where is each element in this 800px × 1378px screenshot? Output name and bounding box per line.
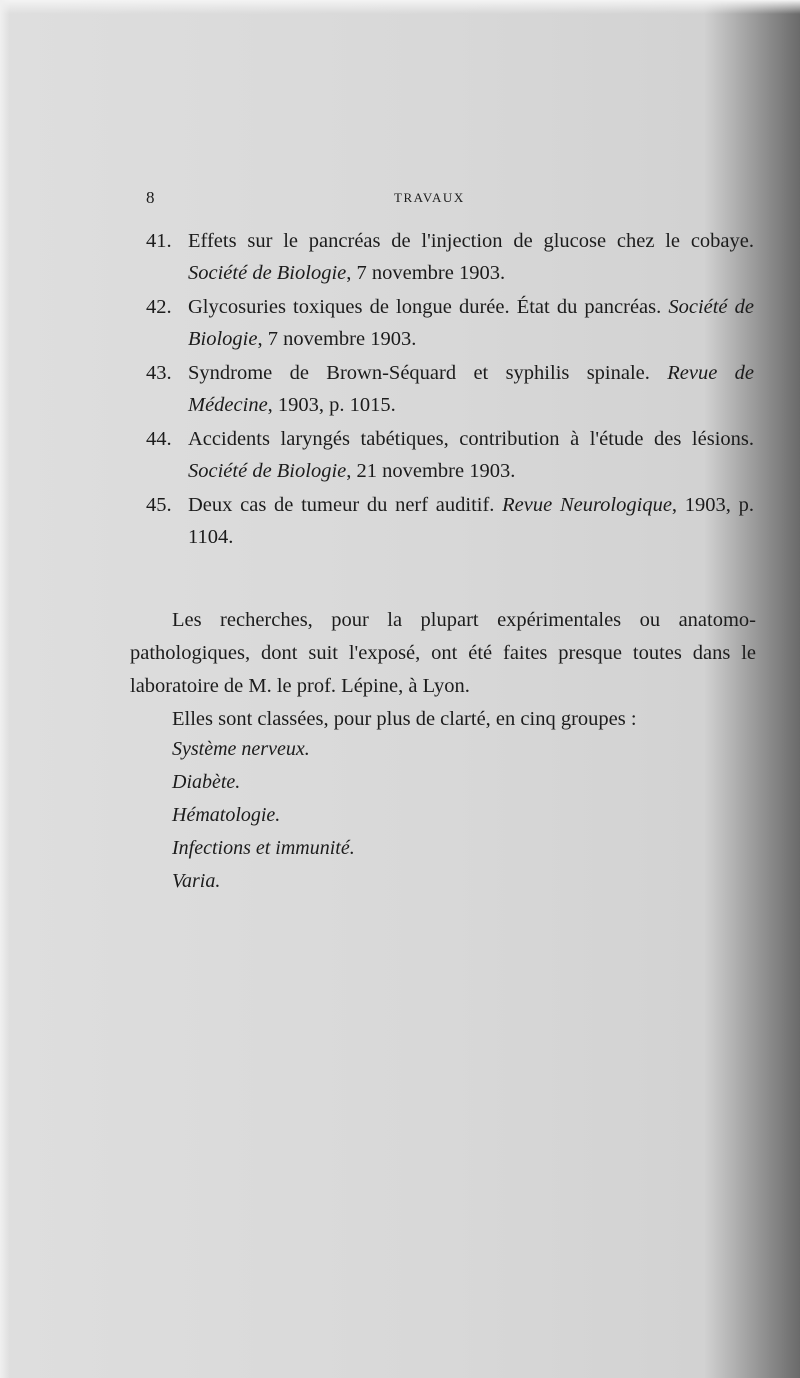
entry-title: Effets sur le pancréas de l'injection de glucose chez le cobaye. [188, 230, 754, 252]
entry-number: 45. [146, 494, 172, 516]
page-number: 8 [146, 188, 155, 207]
publication-entry [146, 424, 754, 487]
entry-title: Accidents laryngés tabétiques, contribution à l'étude des lésions. [188, 428, 754, 450]
entry-journal: Revue Neurologique [502, 494, 672, 516]
entry-text [188, 490, 754, 553]
entry-journal: Société de Biologie [188, 261, 347, 284]
entry-number: 43. [146, 362, 172, 384]
entry-journal: Société de Biologie [188, 459, 347, 482]
intro-paragraph: Les recherches, pour la plupart expérimentales ou anatomo-pathologiques, dont suit l'exposé, ont été faites presque toutes dans le laboratoire de M. le prof. Lépine, à Lyon. [130, 609, 756, 697]
entry-number: 42. [146, 296, 172, 318]
group-item: Diabète. [172, 771, 241, 793]
running-head: TRAVAUX [394, 190, 465, 205]
entry-date: , 1903, p. 1015. [267, 393, 396, 416]
entry-text [188, 358, 754, 421]
entry-journal: Revue de Médecine [188, 362, 754, 416]
entry-date: , 7 novembre 1903. [257, 327, 417, 350]
page-header [146, 188, 746, 212]
entry-text [188, 292, 754, 355]
intro-paragraph-groups: Elles sont classées, pour plus de clarté, en cinq groupes : [172, 708, 637, 730]
entry-text [188, 424, 754, 487]
entry-title: Glycosuries toxiques de longue durée. État du pancréas. [188, 296, 669, 318]
entry-date: , 1903, p. 1104. [188, 494, 754, 548]
entry-text [188, 226, 754, 289]
page-top-shading [0, 0, 800, 14]
entry-date: , 7 novembre 1903. [346, 261, 506, 284]
entry-number: 41. [146, 230, 172, 252]
publication-list [146, 226, 754, 556]
entry-date: , 21 novembre 1903. [346, 459, 516, 482]
group-item: Hématologie. [172, 804, 281, 826]
publication-entry [146, 490, 754, 553]
publication-entry [146, 226, 754, 289]
group-list [172, 733, 355, 898]
entry-title: Syndrome de Brown-Séquard et syphilis spinale. [188, 362, 668, 384]
entry-journal: Société de Biologie [188, 296, 754, 350]
group-item: Varia. [172, 870, 221, 892]
entry-number: 44. [146, 428, 172, 450]
introduction-text [130, 604, 756, 736]
publication-entry [146, 292, 754, 355]
group-item: Système nerveux. [172, 738, 310, 760]
entry-title: Deux cas de tumeur du nerf auditif. [188, 494, 503, 516]
page-left-edge [0, 0, 10, 1378]
publication-entry [146, 358, 754, 421]
group-item: Infections et immunité. [172, 837, 355, 859]
